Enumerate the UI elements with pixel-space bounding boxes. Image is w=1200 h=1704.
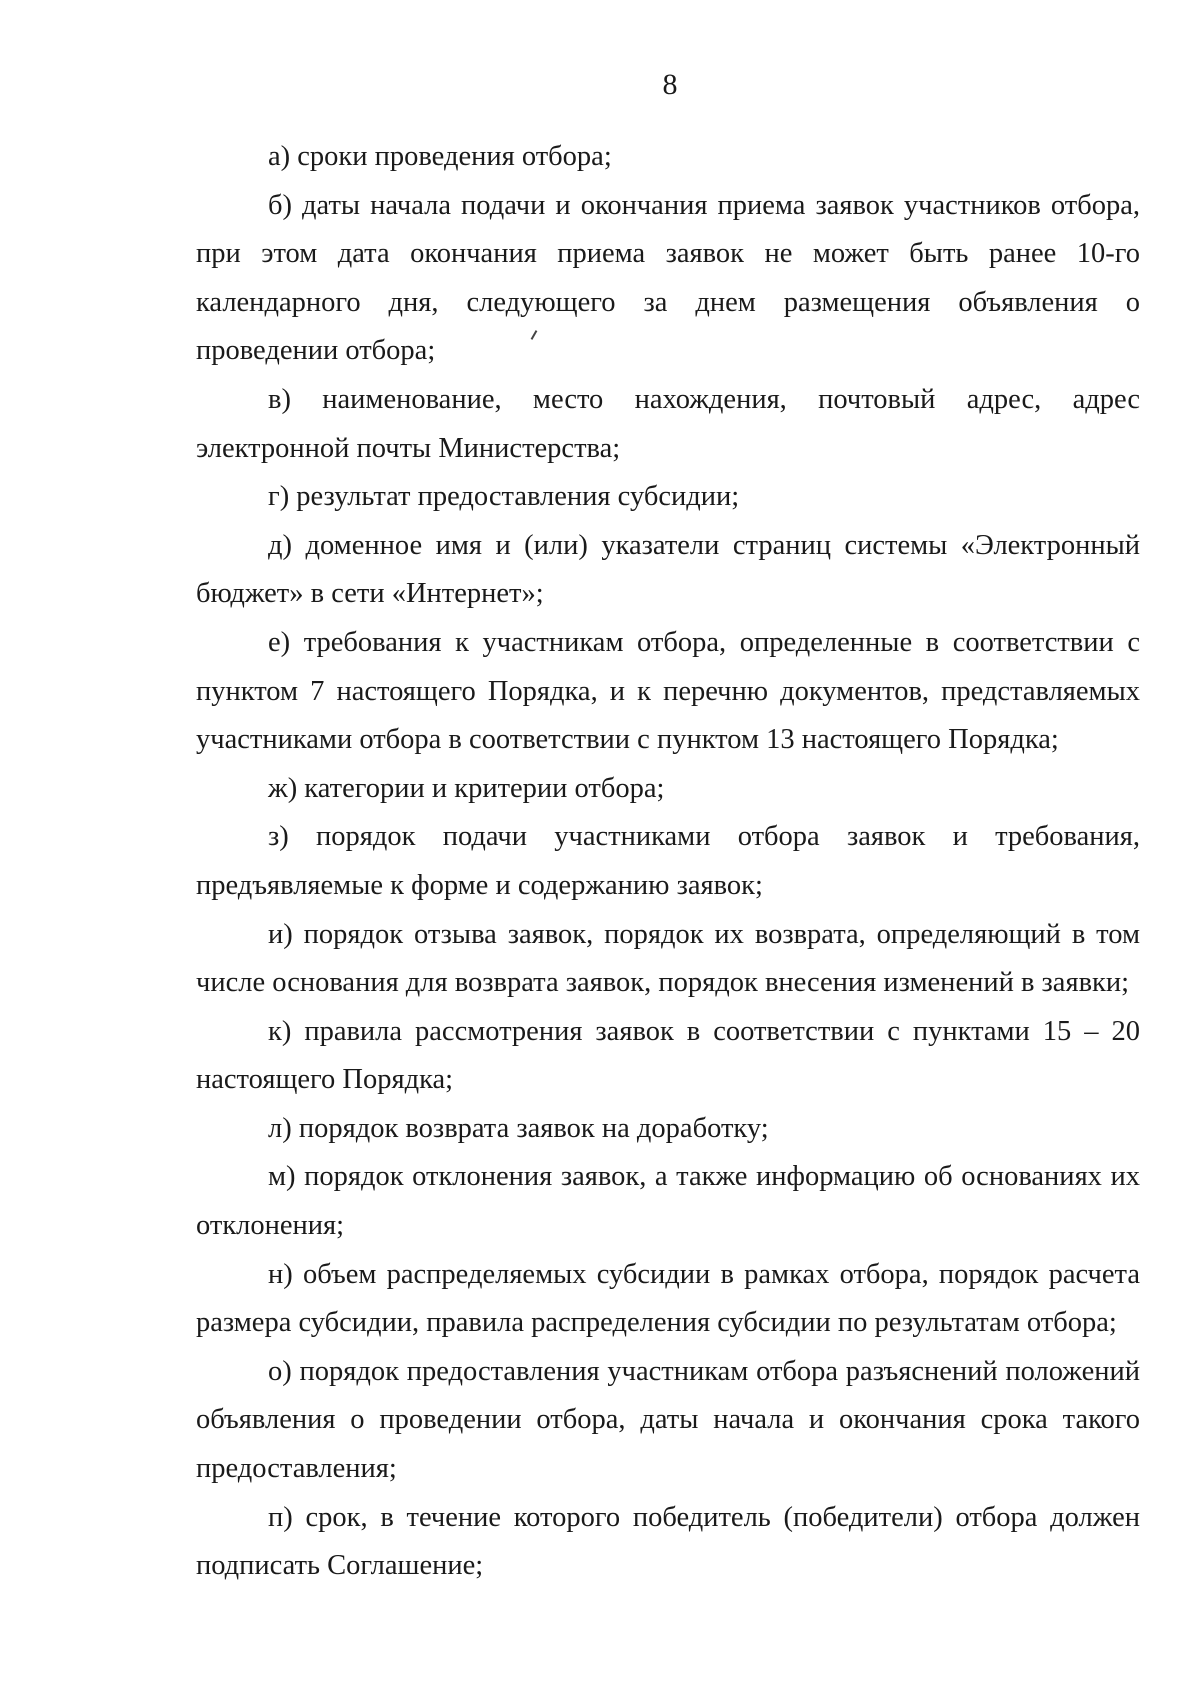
paragraph-k: к) правила рассмотрения заявок в соответствии с пунктами 15 – 20 настоящего Порядка; <box>196 1015 1140 1096</box>
paragraph-l: л) порядок возврата заявок на доработку; <box>268 1112 769 1144</box>
paragraph-e: е) требования к участникам отбора, определенные в соответствии с пунктом 7 настоящего Порядка, и к перечню документов, представляемых участниками отбора в соответствии с пунктом 13 настоящего Порядка; <box>196 626 1140 756</box>
paragraph-d: д) доменное имя и (или) указатели страниц системы «Электронный бюджет» в сети «Интернет»; <box>196 529 1140 610</box>
paragraph-b: б) даты начала подачи и окончания приема заявок участников отбора, при этом дата окончания приема заявок не может быть ранее 10-го календарного дня, следующего за днем размещения объявления о проведении отбора; <box>196 189 1140 367</box>
paragraph-zh: ж) категории и критерии отбора; <box>268 772 665 804</box>
paragraph-n: н) объем распределяемых субсидии в рамках отбора, порядок расчета размера субсидии, правила распределения субсидии по результатам отбора; <box>196 1258 1140 1339</box>
paragraph-o: о) порядок предоставления участникам отбора разъяснений положений объявления о проведении отбора, даты начала и окончания срока такого предоставления; <box>196 1355 1140 1485</box>
paragraph-a: а) сроки проведения отбора; <box>268 141 612 172</box>
paragraph-v: в) наименование, место нахождения, почтовый адрес, адрес электронной почты Министерства; <box>196 383 1140 464</box>
paragraph-g: г) результат предоставления субсидии; <box>268 481 740 513</box>
paragraph-p: п) срок, в течение которого победитель (победители) отбора должен подписать Соглашение; <box>196 1501 1140 1582</box>
page-number: 8 <box>662 68 678 101</box>
document-body <box>196 133 1140 1591</box>
paragraph-z: з) порядок подачи участниками отбора заявок и требования, предъявляемые к форме и содержанию заявок; <box>196 821 1140 901</box>
paragraph-i: и) порядок отзыва заявок, порядок их возврата, определяющий в том числе основания для возврата заявок, порядок внесения изменений в заявки; <box>196 918 1140 999</box>
paragraph-m: м) порядок отклонения заявок, а также информацию об основаниях их отклонения; <box>196 1161 1140 1242</box>
